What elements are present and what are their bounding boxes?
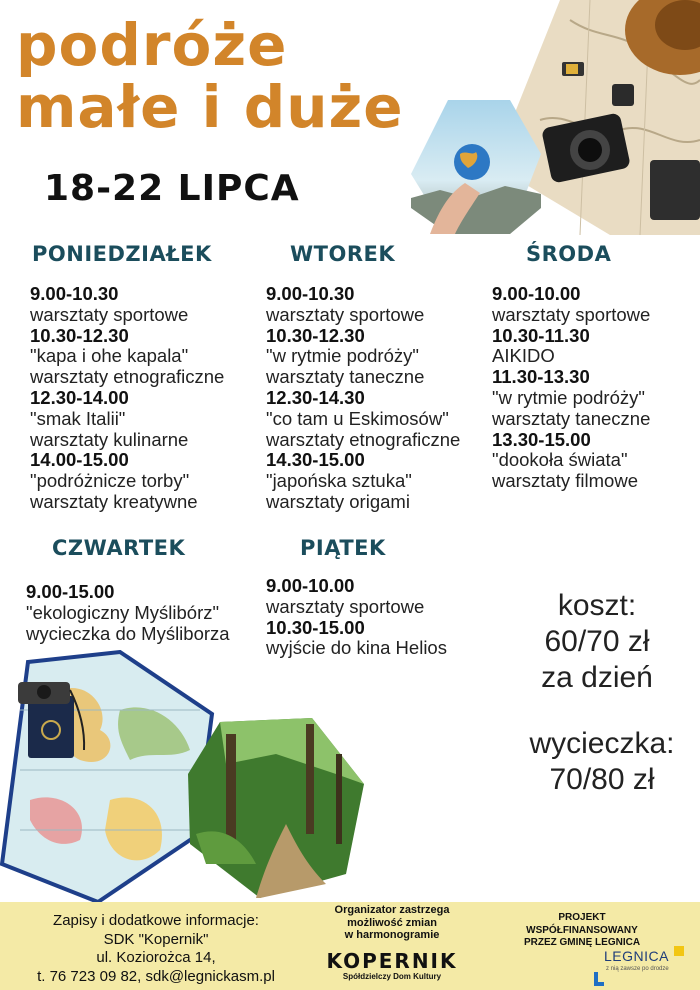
poster-title [16, 11, 404, 141]
event-dates: 18-22 LIPCA [44, 168, 300, 209]
project-line: WSPÓŁFINANSOWANY [526, 924, 638, 936]
activity-line: warsztaty etnograficzne [266, 428, 461, 450]
kopernik-logo-sub: Spółdzielczy Dom Kultury [342, 972, 442, 981]
project-line: PROJEKT [558, 912, 606, 923]
activity-line: warsztaty kulinarne [30, 428, 189, 450]
notice-line: Organizator zastrzega [334, 904, 450, 916]
organizer-notice [314, 904, 470, 942]
activity-line: "dookoła świata" [492, 449, 628, 471]
activity-line: warsztaty taneczne [492, 407, 651, 429]
activity-line: warsztaty filmowe [492, 470, 638, 492]
activity-line: "kapa i ohe kapala" [30, 345, 189, 367]
contact-line: SDK "Kopernik" [103, 930, 209, 948]
time-slot: 14.30-15.00 [266, 449, 365, 471]
title-line-1: podróże [16, 11, 288, 79]
forest-path-photo [186, 714, 366, 900]
time-slot: 12.30-14.00 [30, 386, 129, 408]
activity-line: warsztaty etnograficzne [30, 366, 225, 388]
activity-line: wyjście do kina Helios [266, 637, 447, 659]
trip-cost-label: wycieczka: [529, 727, 675, 760]
cost-unit: za dzień [541, 661, 653, 694]
time-slot: 10.30-12.30 [30, 324, 129, 346]
activity-line: "podróżnicze torby" [30, 470, 190, 492]
legnica-tagline: z nią zawsze po drodze [606, 966, 669, 972]
trip-cost [514, 726, 690, 798]
activity-line: "w rytmie podróży" [266, 345, 419, 367]
time-slot: 9.00-10.30 [266, 283, 355, 304]
time-slot: 12.30-14.30 [266, 386, 365, 408]
schedule-friday [266, 576, 447, 659]
schedule-tuesday [266, 284, 460, 513]
activity-line: "w rytmie podróży" [492, 386, 645, 408]
time-slot: 10.30-11.30 [492, 324, 590, 346]
activity-line: "smak Italii" [30, 407, 126, 429]
day-heading-tuesday: WTOREK [290, 242, 396, 266]
activity-line: warsztaty sportowe [30, 303, 189, 325]
time-slot: 13.30-15.00 [492, 428, 591, 450]
contact-line: ul. Koziorożca 14, [96, 949, 216, 966]
globe-in-hand-photo [410, 98, 542, 236]
time-slot: 9.00-15.00 [26, 581, 115, 602]
kopernik-logo-name: KOPERNIK [326, 949, 458, 973]
activity-line: warsztaty sportowe [266, 595, 425, 617]
activity-line: warsztaty kreatywne [30, 490, 198, 512]
notice-line: możliwość zmian [347, 916, 437, 929]
cost-value: 60/70 zł [544, 625, 650, 658]
day-heading-monday: PONIEDZIAŁEK [32, 242, 212, 266]
kopernik-logo [326, 950, 458, 981]
activity-line: warsztaty sportowe [266, 303, 425, 325]
cost-label: koszt: [557, 589, 637, 622]
activity-line: warsztaty sportowe [492, 303, 651, 325]
time-slot: 14.00-15.00 [30, 449, 129, 471]
day-heading-thursday: CZWARTEK [52, 536, 186, 560]
schedule-wednesday [492, 284, 650, 492]
activity-line: "ekologiczny Myślibórz" [26, 601, 220, 623]
schedule-thursday [26, 582, 230, 644]
schedule-monday [30, 284, 224, 513]
legnica-logo-text: LEGNICA [604, 948, 669, 964]
activity-line: AIKIDO [492, 345, 555, 367]
day-heading-wednesday: ŚRODA [526, 242, 612, 266]
time-slot: 9.00-10.00 [492, 283, 581, 304]
time-slot: 10.30-12.30 [266, 324, 365, 346]
trip-cost-value: 70/80 zł [549, 763, 655, 796]
passport-map-photo [0, 650, 215, 905]
activity-line: "japońska sztuka" [266, 470, 412, 492]
activity-line: "co tam u Eskimosów" [266, 407, 449, 429]
contact-line: Zapisy i dodatkowe informacje: [53, 912, 259, 929]
contact-line: t. 76 723 09 82, sdk@legnickasm.pl [37, 967, 275, 985]
day-heading-friday: PIĄTEK [300, 536, 386, 560]
contact-info [14, 912, 298, 986]
activity-line: wycieczka do Myśliborza [26, 622, 230, 644]
time-slot: 9.00-10.00 [266, 575, 355, 596]
notice-line: w harmonogramie [344, 929, 440, 941]
title-line-2: małe i duże [16, 73, 404, 141]
time-slot: 9.00-10.30 [30, 283, 119, 304]
time-slot: 10.30-15.00 [266, 616, 365, 638]
project-line: PRZEZ GMINĘ LEGNICA [523, 937, 641, 948]
time-slot: 11.30-13.30 [492, 366, 590, 388]
activity-line: warsztaty origami [266, 490, 410, 512]
cost-per-day [522, 588, 672, 696]
activity-line: warsztaty taneczne [266, 366, 425, 388]
